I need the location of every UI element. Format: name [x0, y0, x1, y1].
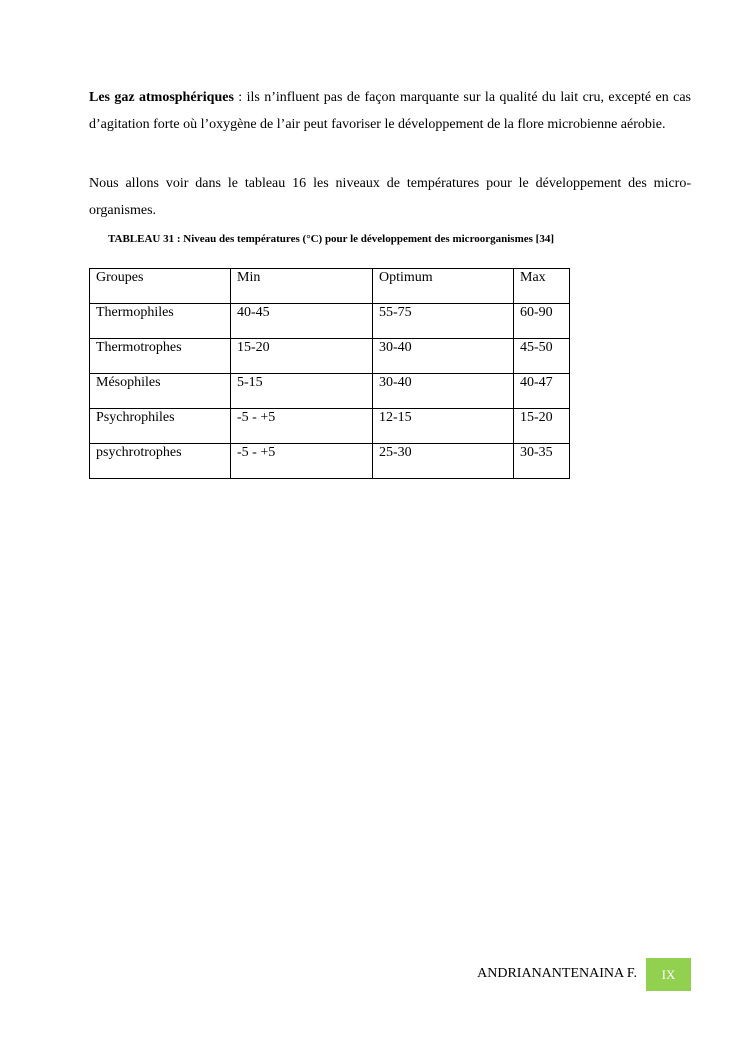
table-cell: 30-40	[373, 374, 514, 409]
paragraph-bold-term: Les gaz atmosphériques	[89, 90, 234, 105]
table-cell: 40-47	[514, 374, 570, 409]
table-cell: Psychrophiles	[90, 409, 231, 444]
footer-author: ANDRIANANTENAINA F.	[477, 966, 637, 981]
table-cell: 30-40	[373, 339, 514, 374]
table-cell: 25-30	[373, 444, 514, 479]
table-cell: 5-15	[231, 374, 373, 409]
table-row	[90, 304, 570, 339]
table-row	[90, 444, 570, 479]
table-cell: -5 - +5	[231, 409, 373, 444]
table-cell: Mésophiles	[90, 374, 231, 409]
table-cell: 12-15	[373, 409, 514, 444]
table-cell: 15-20	[231, 339, 373, 374]
header-cell: Min	[231, 269, 373, 304]
table-row	[90, 409, 570, 444]
table-cell: 15-20	[514, 409, 570, 444]
header-cell: Groupes	[90, 269, 231, 304]
table-header-row	[90, 269, 570, 304]
header-cell: Max	[514, 269, 570, 304]
paragraph-text: : ils n’influent pas de façon marquante sur la qualité du lait cru, excepté en cas d’agitation forte où l’oxygène de l’air peut favoriser le développement de la flore microbienne aérobie.	[89, 90, 691, 132]
table-cell: 40-45	[231, 304, 373, 339]
table-row	[90, 374, 570, 409]
temperature-table	[89, 268, 570, 479]
table-cell: -5 - +5	[231, 444, 373, 479]
page-number-badge: IX	[646, 958, 691, 991]
table-row	[90, 339, 570, 374]
table-cell: 55-75	[373, 304, 514, 339]
table-cell: Thermotrophes	[90, 339, 231, 374]
table-cell: 30-35	[514, 444, 570, 479]
table-cell: 45-50	[514, 339, 570, 374]
table-cell: 60-90	[514, 304, 570, 339]
table-cell: psychrotrophes	[90, 444, 231, 479]
paragraph-atmospheric-gases	[89, 85, 691, 138]
table-caption: TABLEAU 31 : Niveau des températures (°C) pour le développement des microorganismes [34]	[108, 233, 554, 245]
table-cell: Thermophiles	[90, 304, 231, 339]
header-cell: Optimum	[373, 269, 514, 304]
paragraph-table-intro: Nous allons voir dans le tableau 16 les niveaux de températures pour le développement des micro-organismes.	[89, 176, 691, 218]
